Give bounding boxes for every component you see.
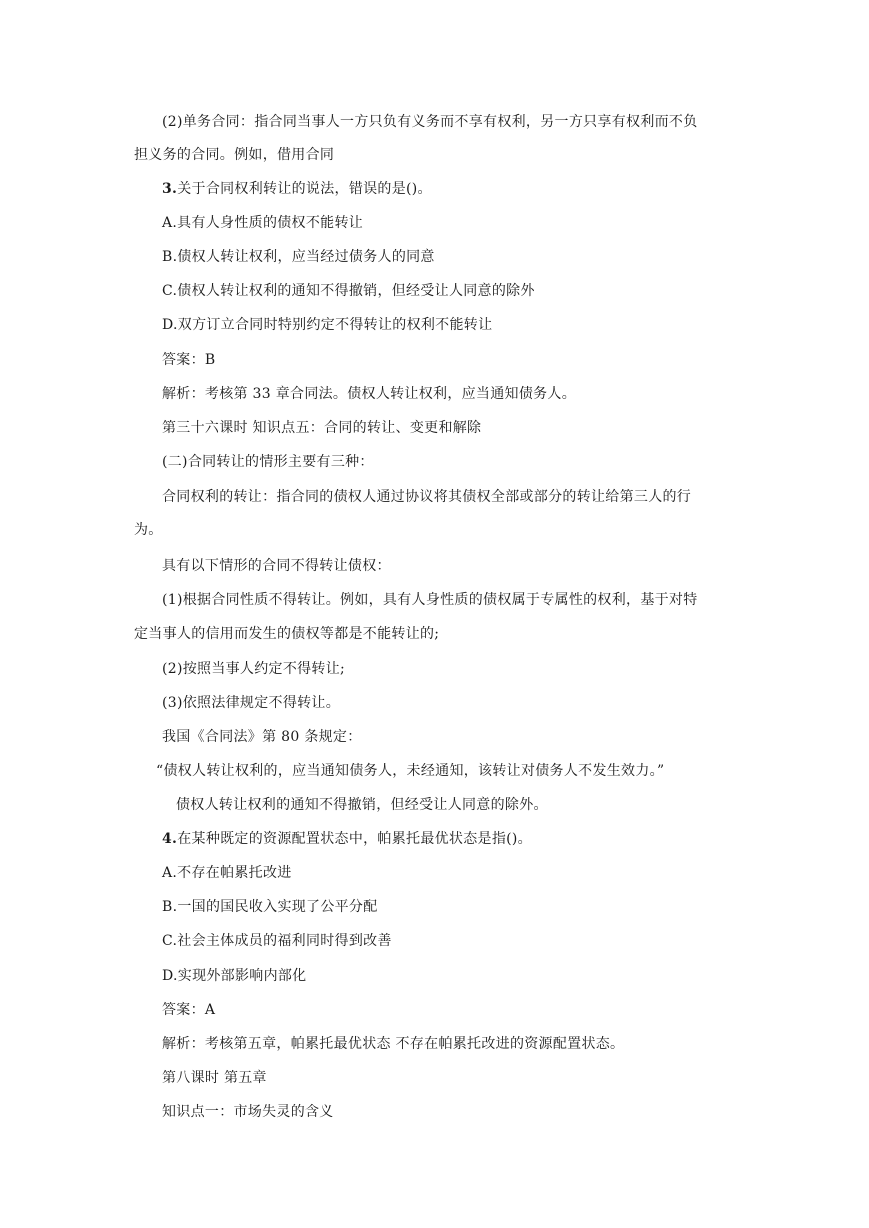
question-text: 在某种既定的资源配置状态中，帕累托最优状态是指()。 [177, 831, 532, 847]
option-c: C.社会主体成员的福利同时得到改善 [162, 933, 392, 949]
question-number: 3. [162, 181, 178, 197]
text-line: (2)单务合同：指合同当事人一方只负有义务而不享有权利，另一方只享有权利而不负 [162, 114, 698, 130]
text-line: 债权人转让权利的通知不得撤销，但经受让人同意的除外。 [176, 797, 548, 813]
option-c: C.债权人转让权利的通知不得撤销，但经受让人同意的除外 [162, 283, 535, 299]
option-b: B.一国的国民收入实现了公平分配 [162, 899, 378, 915]
text-line: 定当事人的信用而发生的债权等都是不能转让的; [134, 626, 440, 642]
text-line: (3)依照法律规定不得转让。 [162, 695, 341, 711]
text-line: (2)按照当事人约定不得转让; [162, 661, 346, 677]
lesson-heading: 第三十六课时 知识点五：合同的转让、变更和解除 [162, 420, 482, 436]
explanation: 解析：考核第五章，帕累托最优状态 不存在帕累托改进的资源配置状态。 [162, 1036, 625, 1052]
text-line: 具有以下情形的合同不得转让债权： [162, 558, 391, 574]
explanation: 解析：考核第 33 章合同法。债权人转让权利，应当通知债务人。 [162, 386, 577, 402]
question-text: 关于合同权利转让的说法，错误的是()。 [177, 181, 432, 197]
text-line: 知识点一：市场失灵的含义 [162, 1104, 334, 1120]
option-d: D.双方订立合同时特别约定不得转让的权利不能转让 [162, 317, 493, 333]
answer: 答案：B [162, 352, 216, 368]
option-d: D.实现外部影响内部化 [162, 968, 307, 984]
text-line: 担义务的合同。例如，借用合同 [134, 147, 335, 163]
question-3 [162, 179, 432, 199]
question-number: 4. [162, 831, 178, 847]
text-line: (二)合同转让的情形主要有三种： [162, 454, 374, 470]
answer: 答案：A [162, 1002, 216, 1018]
quote-line: “债权人转让权利的，应当通知债务人，未经通知，该转让对债务人不发生效力。” [156, 763, 665, 779]
option-b: B.债权人转让权利，应当经过债务人的同意 [162, 249, 435, 265]
question-4 [162, 829, 532, 849]
text-line: 为。 [134, 522, 163, 538]
text-line: 合同权利的转让：指合同的债权人通过协议将其债权全部或部分的转让给第三人的行 [162, 489, 692, 505]
text-line: 我国《合同法》第 80 条规定： [162, 729, 362, 745]
option-a: A.具有人身性质的债权不能转让 [162, 215, 364, 231]
text-line: (1)根据合同性质不得转让。例如，具有人身性质的债权属于专属性的权利，基于对特 [162, 592, 698, 608]
option-a: A.不存在帕累托改进 [162, 865, 292, 881]
lesson-heading: 第八课时 第五章 [162, 1070, 267, 1086]
